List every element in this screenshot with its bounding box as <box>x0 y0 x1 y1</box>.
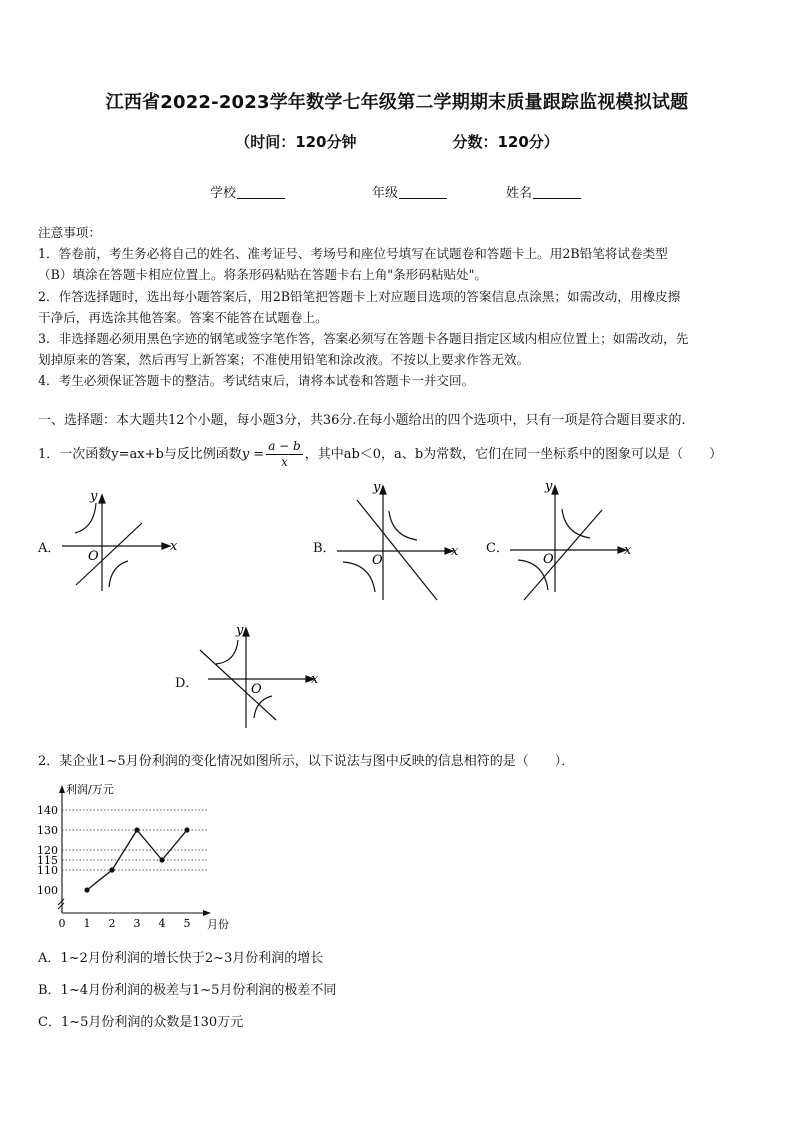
graph-option-b <box>335 478 460 606</box>
y-axis-label: y <box>90 489 98 504</box>
notes-heading: 注意事项： <box>38 225 101 240</box>
y-axis-arrow <box>552 486 558 494</box>
hyperbola-branch <box>75 503 96 533</box>
answer-option-a[interactable]: A．1~2月份利润的增长快于2~3月份利润的增长 <box>38 951 324 966</box>
graph-option-c <box>508 476 633 604</box>
x-tick-label: 1 <box>83 917 91 930</box>
data-point <box>84 887 89 892</box>
y-tick-label: 115 <box>37 854 58 867</box>
graph-option-a <box>60 483 180 595</box>
total-score: 分数：120分） <box>452 133 559 151</box>
exam-subtitle <box>0 131 794 152</box>
school-label: 学校 <box>210 186 237 201</box>
note-line: 干净后，再选涂其他答案。答案不能答在试题卷上。 <box>38 309 328 325</box>
x-tick-label: 3 <box>133 917 141 930</box>
axis-break-mark <box>58 899 64 909</box>
y-tick-label: 110 <box>37 864 58 877</box>
hyperbola-branch <box>343 562 375 592</box>
q1-fraction-numerator: a − b <box>268 439 301 453</box>
x-axis-arrow <box>162 543 170 549</box>
linear-function-line <box>524 510 602 600</box>
school-field[interactable] <box>210 182 285 201</box>
x-axis-label: x <box>624 543 632 558</box>
origin-label: O <box>372 553 383 568</box>
y-tick-label: 120 <box>37 844 58 857</box>
linear-function-line <box>200 650 276 720</box>
hyperbola-branch <box>216 640 238 664</box>
x-axis-title: 月份 <box>207 918 229 931</box>
x-axis-label: x <box>311 672 319 687</box>
data-point <box>184 827 189 832</box>
y-axis-label: y <box>373 480 381 495</box>
x-tick-label: 0 <box>58 917 66 930</box>
option-d-label[interactable]: D． <box>175 676 199 691</box>
q1-prefix: 1．一次函数y=ax+b与反比例函数 <box>38 447 242 462</box>
answer-option-b[interactable]: B．1~4月份利润的极差与1~5月份利润的极差不同 <box>38 983 337 998</box>
exam-title: 江西省2022-2023学年数学七年级第二学期期末质量跟踪监视模拟试题 <box>105 92 689 113</box>
note-line: （B）填涂在答题卡相应位置上。将条形码粘贴在答题卡右上角"条形码粘贴处"。 <box>38 267 488 283</box>
y-tick-label: 130 <box>37 824 58 837</box>
origin-label: O <box>251 682 262 697</box>
origin-label: O <box>543 552 554 567</box>
q1-fraction <box>266 439 303 470</box>
option-b-label[interactable]: B． <box>313 541 336 556</box>
y-axis-label: y <box>545 479 553 494</box>
y-axis-title: 利润/万元 <box>66 783 114 796</box>
data-point <box>109 867 114 872</box>
grade-field[interactable] <box>372 182 447 201</box>
q1-y-equals: y = <box>241 447 265 462</box>
origin-label: O <box>88 549 99 564</box>
y-axis-arrow <box>59 785 65 793</box>
data-point <box>159 857 164 862</box>
y-axis-arrow <box>243 628 249 636</box>
x-axis-arrow <box>203 910 211 916</box>
note-line: 1．答卷前，考生务必将自己的姓名、准考证号、考场号和座位号填写在试题卷和答题卡上。用2B铅笔将试卷类型 <box>38 246 668 262</box>
note-line: 划掉原来的答案，然后再写上新答案；不准使用铅笔和涂改液。不按以上要求作答无效。 <box>38 352 530 368</box>
hyperbola-branch <box>109 561 128 587</box>
q1-fraction-denominator: x <box>281 455 288 469</box>
hyperbola-branch <box>562 509 590 538</box>
section-heading: 一、选择题：本大题共12个小题，每小题3分，共36分.在每小题给出的四个选项中，只有一项是符合题目要求的. <box>38 413 686 428</box>
name-blank[interactable] <box>533 184 581 199</box>
linear-function-line <box>357 500 437 600</box>
x-tick-label: 2 <box>108 917 116 930</box>
question-1 <box>38 439 778 470</box>
school-blank[interactable] <box>237 184 285 199</box>
grade-label: 年级 <box>372 186 399 201</box>
hyperbola-branch <box>389 511 417 540</box>
question-2: 2．某企业1~5月份利润的变化情况如图所示，以下说法与图中反映的信息相符的是（ ）． <box>38 754 575 769</box>
note-line: 3．非选择题必须用黑色字迹的钢笔或签字笔作答，答案必须写在答题卡各题目指定区域内相应位置上；如需改动，先 <box>38 331 689 347</box>
x-axis-label: x <box>170 539 178 554</box>
note-line: 4．考生必须保证答题卡的整洁。考试结束后，请将本试卷和答题卡一并交回。 <box>38 373 475 389</box>
time-limit: （时间：120分钟 <box>235 133 357 151</box>
linear-function-line <box>76 523 142 585</box>
answer-option-c[interactable]: C．1~5月份利润的众数是130万元 <box>38 1015 244 1030</box>
option-a-label[interactable]: A． <box>38 541 61 556</box>
x-axis-label: x <box>451 544 459 559</box>
name-label: 姓名 <box>506 186 533 201</box>
grade-blank[interactable] <box>399 184 447 199</box>
y-axis-arrow <box>380 486 386 494</box>
x-tick-label: 5 <box>183 917 191 930</box>
hyperbola-branch <box>254 696 272 718</box>
name-field[interactable] <box>506 182 581 201</box>
y-axis-label: y <box>236 623 244 638</box>
q1-suffix: ，其中ab＜0，a、b为常数，它们在同一坐标系中的图象可以是（ ） <box>304 447 723 462</box>
y-axis-arrow <box>99 495 105 503</box>
option-c-label[interactable]: C． <box>486 541 509 556</box>
x-tick-label: 4 <box>158 917 166 930</box>
exam-notes <box>38 222 758 392</box>
y-tick-label: 100 <box>37 884 58 897</box>
note-line: 2．作答选择题时，选出每小题答案后，用2B铅笔把答题卡上对应题目选项的答案信息点涂黑；如需改动，用橡皮擦 <box>38 288 681 304</box>
data-point <box>134 827 139 832</box>
y-tick-label: 140 <box>37 804 58 817</box>
profit-line-chart <box>38 783 248 931</box>
graph-option-d <box>198 620 323 732</box>
